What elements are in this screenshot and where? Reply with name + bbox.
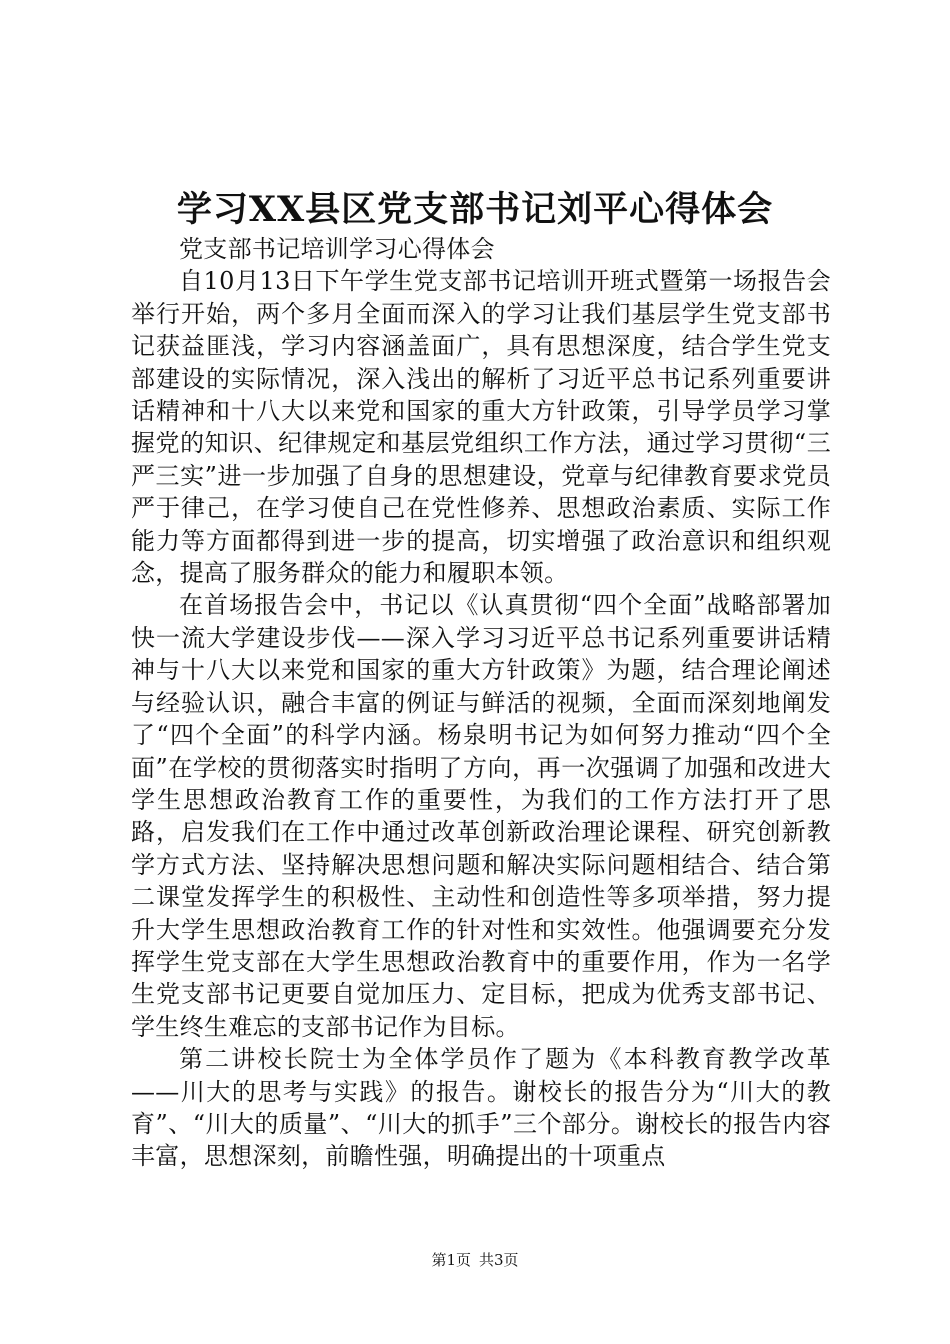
body-paragraph: 在首场报告会中，书记以《认真贯彻“四个全面”战略部署加快一流大学建设步伐——深入学习习近平总书记系列重要讲话精神与十八大以来党和国家的重大方针政策》为题，结合理论阐述与经验认识，融合丰富的例证与鲜活的视频，全面而深刻地阐发了“四个全面”的科学内涵。杨泉明书记为如何努力推动“四个全面”在学校的贯彻落实时指明了方向，再一次强调了加强和改进大学生思想政治教育工作的重要性，为我们的工作方法打开了思路，启发我们在工作中通过改革创新政治理论课程、研究创新教学方式方法、坚持解决思想问题和解决实际问题相结合、结合第二课堂发挥学生的积极性、主动性和创造性等多项举措，努力提升大学生思想政治教育工作的针对性和实效性。他强调要充分发挥学生党支部在大学生思想政治教育中的重要作用，作为一名学生党支部书记更要自觉加压力、定目标，把成为优秀支部书记、学生终生难忘的支部书记作为目标。 bbox=[131, 591, 831, 1041]
document-body bbox=[131, 233, 831, 1173]
body-paragraph: 第二讲校长院士为全体学员作了题为《本科教育教学改革——川大的思考与实践》的报告。谢校长的报告分为“川大的教育”、“川大的质量”、“川大的抓手”三个部分。谢校长的报告内容丰富，思想深刻，前瞻性强，明确提出的十项重点 bbox=[131, 1045, 831, 1171]
page-number: 第1页 bbox=[431, 1251, 471, 1269]
body-paragraph: 自10月13日下午学生党支部书记培训开班式暨第一场报告会举行开始，两个多月全面而深入的学习让我们基层学生党支部书记获益匪浅，学习内容涵盖面广，具有思想深度，结合学生党支部建设的实际情况，深入浅出的解析了习近平总书记系列重要讲话精神和十八大以来党和国家的重大方针政策，引导学员学习掌握党的知识、纪律规定和基层党组织工作方法，通过学习贯彻“三严三实”进一步加强了自身的思想建设，党章与纪律教育要求党员严于律己，在学习使自己在党性修养、思想政治素质、实际工作能力等方面都得到进一步的提高，切实增强了政治意识和组织观念，提高了服务群众的能力和履职本领。 bbox=[131, 267, 831, 588]
document-title: 学习XX县区党支部书记刘平心得体会 bbox=[176, 189, 774, 230]
page-total: 共3页 bbox=[479, 1251, 519, 1269]
page-footer bbox=[0, 1250, 950, 1270]
subtitle-paragraph: 党支部书记培训学习心得体会 bbox=[179, 235, 495, 263]
